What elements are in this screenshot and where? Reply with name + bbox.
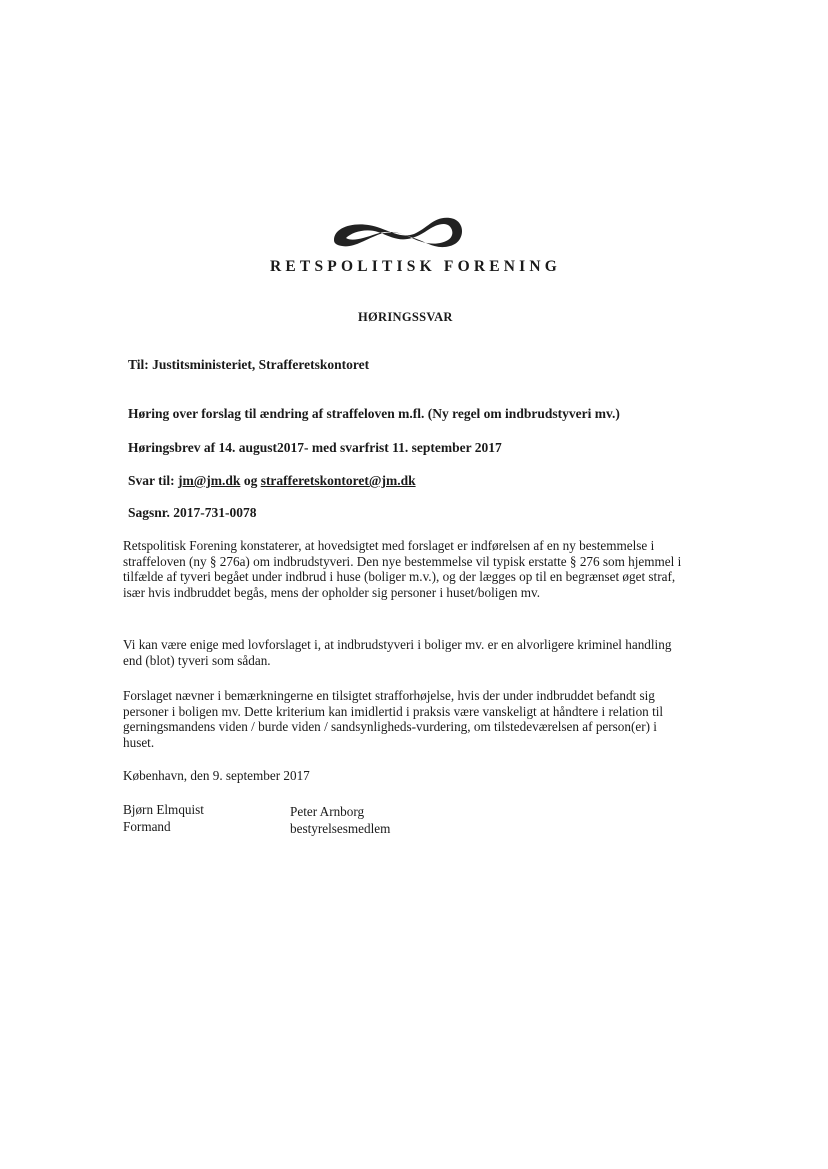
- reply-conjunction: og: [243, 473, 258, 488]
- subject-line: Høring over forslag til ændring af straffeloven m.fl. (Ny regel om indbrudstyveri mv.): [128, 406, 620, 421]
- signatory-name: Peter Arnborg: [290, 804, 365, 819]
- email-link-strafferetskontoret[interactable]: strafferetskontoret@jm.dk: [260, 473, 416, 488]
- case-number: Sagsnr. 2017-731-0078: [128, 505, 257, 520]
- body-paragraph: Forslaget nævner i bemærkningerne en tilsigtet strafforhøjelse, hvis der under indbruddet befandt sig personer i boligen mv. Dette kriterium kan imidlertid i praksis være vanskeligt at håndtere i relation til gerningsmandens viden / burde viden / sandsynligheds-vurdering, om tilstedeværelsen af person(er) i huset.: [123, 688, 664, 750]
- reply-label: Svar til:: [128, 473, 175, 488]
- body-paragraph: Retspolitisk Forening konstaterer, at hovedsigtet med forslaget er indførelsen af en ny bestemmelse i straffeloven (ny § 276a) om indbrudstyveri. Den nye bestemmelse vil typisk erstatte § 276 som hjemmel i tilfælde af tyveri begået under indbrud i huse (boliger m.v.), og der lægges op til en begrænset øget straf, især hvis indbruddet begås, mens der opholder sig personer i huset/boligen mv.: [123, 538, 682, 600]
- infinity-wave-logo-icon: [328, 208, 468, 256]
- signatory-title: Formand: [123, 819, 171, 834]
- place-and-date: København, den 9. september 2017: [123, 768, 310, 783]
- organization-name: RETSPOLITISK FORENING: [270, 258, 562, 275]
- hearing-letter-line: Høringsbrev af 14. august2017- med svarfrist 11. september 2017: [128, 440, 502, 455]
- signature-block-member: [290, 803, 390, 837]
- signatory-name: Bjørn Elmquist: [123, 802, 204, 817]
- document-type-heading: HØRINGSSVAR: [358, 310, 453, 324]
- email-link-jm[interactable]: jm@jm.dk: [178, 473, 241, 488]
- signature-block-chair: [123, 801, 204, 835]
- reply-to-line: [128, 473, 416, 489]
- signatory-title: bestyrelsesmedlem: [290, 821, 391, 836]
- body-paragraph: Vi kan være enige med lovforslaget i, at indbrudstyveri i boliger mv. er en alvorligere kriminel handling end (blot) tyveri som sådan.: [123, 637, 672, 668]
- recipient-line: Til: Justitsministeriet, Strafferetskontoret: [128, 357, 370, 372]
